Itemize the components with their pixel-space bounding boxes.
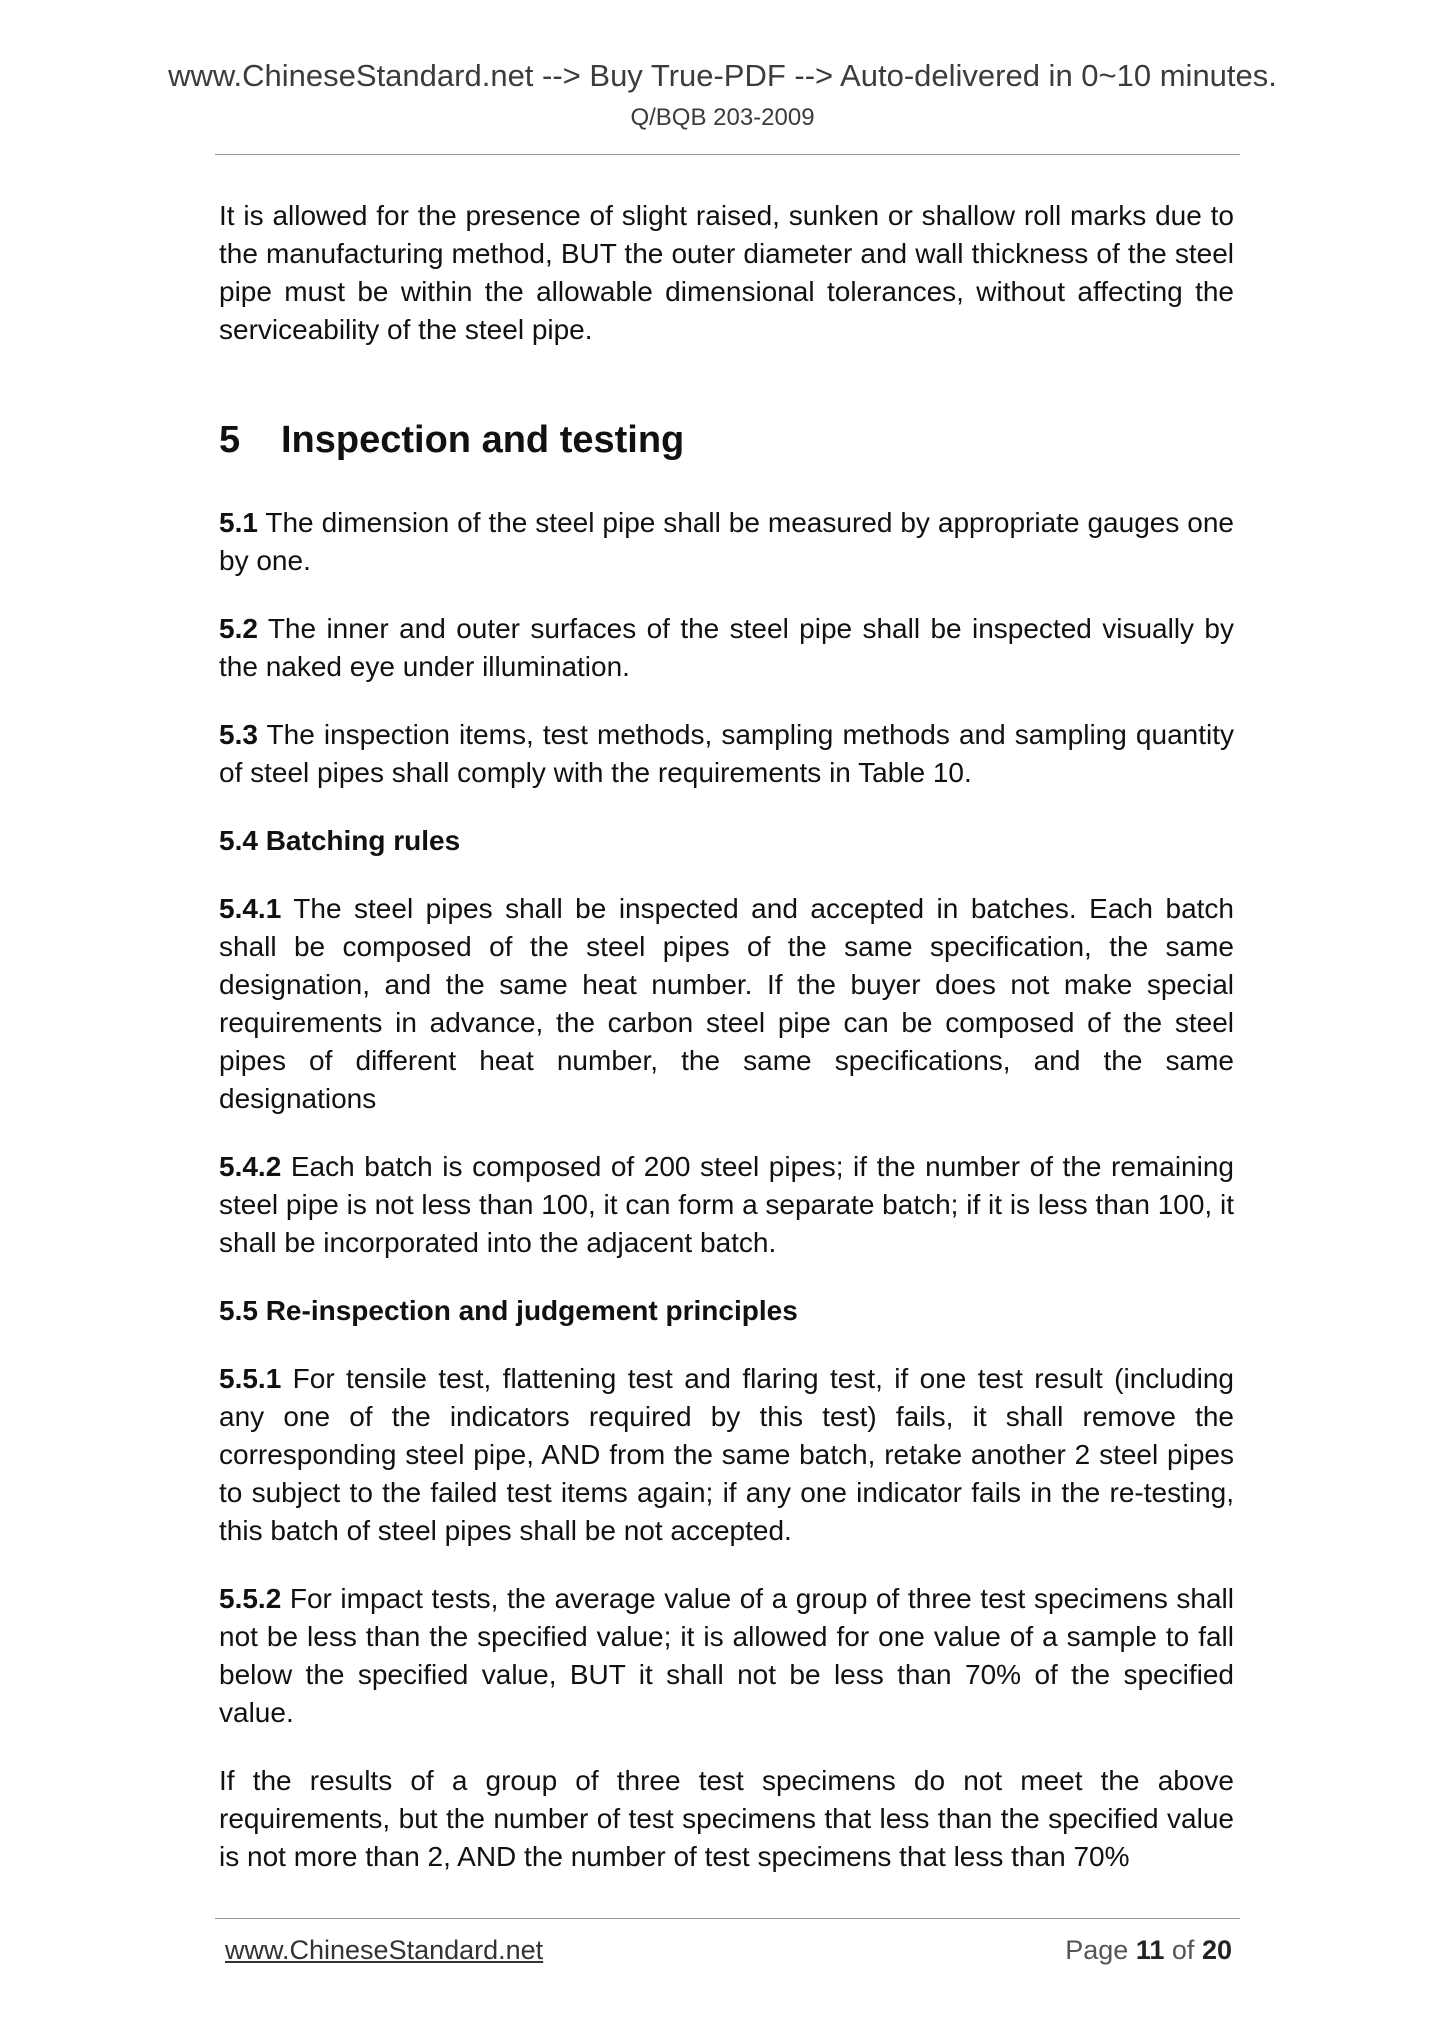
continuation-paragraph: If the results of a group of three test specimens do not meet the above requirements, but the number of test specimens that less than the specified value is not more than 2, AND the number of test specimens that less than 70% [219,1765,1234,1872]
subheading-5-4: 5.4 Batching rules [219,825,461,856]
clause-5-4-1 [219,890,1234,1118]
page-total: 20 [1201,1935,1232,1965]
page-content [219,197,1234,1876]
clause-number: 5.4.2 [219,1151,282,1182]
clause-text: The steel pipes shall be inspected and accepted in batches. Each batch shall be composed of the steel pipes of the same specification, the same designation, and the same heat number. If the buyer does not make special requirements in advance, the carbon steel pipe can be composed of the steel pipes of different heat number, the same specifications, and the same designations [219,893,1234,1114]
clause-number: 5.5.2 [219,1583,282,1614]
clause-5-3 [219,716,1234,792]
clause-text: The inspection items, test methods, sampling methods and sampling quantity of steel pipes shall comply with the requirements in Table 10. [219,719,1234,788]
clause-text: For tensile test, flattening test and flaring test, if one test result (including any one of the indicators required by this test) fails, it shall remove the corresponding steel pipe, AND from the same batch, retake another 2 steel pipes to subject to the failed test items again; if any one indicator fails in the re-testing, this batch of steel pipes shall be not accepted. [219,1363,1234,1546]
intro-paragraph: It is allowed for the presence of slight raised, sunken or shallow roll marks due to the manufacturing method, BUT the outer diameter and wall thickness of the steel pipe must be within the allowable dimensional tolerances, without affecting the serviceability of the steel pipe. [219,200,1234,345]
clause-number: 5.4.1 [219,893,282,924]
clause-text: Each batch is composed of 200 steel pipes; if the number of the remaining steel pipe is not less than 100, it can form a separate batch; if it is less than 100, it shall be incorporated into the adjacent batch. [219,1151,1234,1258]
clause-number: 5.2 [219,613,258,644]
section-heading-5 [219,418,1234,462]
page-word: Page [1065,1935,1129,1965]
clause-number: 5.5.1 [219,1363,282,1394]
document-id: Q/BQB 203-2009 [630,104,815,131]
page-indicator [1065,1934,1232,1966]
clause-text: For impact tests, the average value of a group of three test specimens shall not be less than the specified value; it is allowed for one value of a sample to fall below the specified value, BUT it shall not be less than 70% of the specified value. [219,1583,1234,1728]
page-current: 11 [1135,1935,1165,1965]
clause-5-5-2 [219,1580,1234,1732]
section-title: Inspection and testing [281,419,685,461]
clause-5-4-2 [219,1148,1234,1262]
header-divider [215,154,1240,155]
footer-divider [215,1918,1240,1919]
clause-text: The inner and outer surfaces of the steel pipe shall be inspected visually by the naked eye under illumination. [219,613,1234,682]
clause-5-2 [219,610,1234,686]
clause-5-5-1 [219,1360,1234,1550]
clause-5-1 [219,504,1234,580]
footer-website-link[interactable]: www.ChineseStandard.net [225,1935,544,1965]
clause-text: The dimension of the steel pipe shall be measured by appropriate gauges one by one. [219,507,1234,576]
page-of: of [1171,1935,1195,1965]
clause-number: 5.1 [219,507,258,538]
header-banner: www.ChineseStandard.net --> Buy True-PDF --> Auto-delivered in 0~10 minutes. [168,58,1277,93]
section-number: 5 [219,419,241,461]
subheading-5-5: 5.5 Re-inspection and judgement principles [219,1295,798,1326]
clause-number: 5.3 [219,719,258,750]
